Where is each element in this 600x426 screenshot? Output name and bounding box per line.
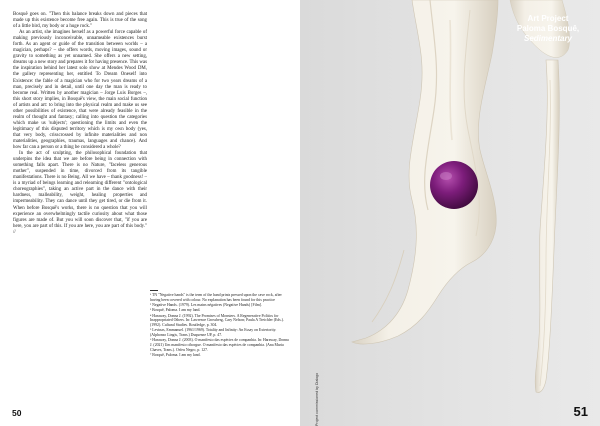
footnotes: [150, 290, 291, 358]
article-title: [500, 14, 596, 44]
work-title: Sedimentary: [523, 34, 573, 43]
footnote-4: ⁴ Haraway, Donna J. (1992). The Promises of Monsters. A Regenerative Politics for Inappropriated Others. In: Lawrence Grossberg, Cary Nelson; Paula A Treichler (Eds.). (1992). Cultural Studies. Routledge, p. 304.: [150, 313, 284, 327]
photo-credit-text: Project commissioned by Dialogo: [315, 372, 319, 426]
sculpture-photo: [300, 0, 600, 426]
footnote-1: ¹ TN "Negative hands" is the term of the hand prints pressed upon the cave rock, after having been covered with colour. No explanation has been found for this practice: [150, 293, 282, 302]
title-line-2: [500, 24, 596, 44]
article-paragraph-1: Bosquê goes on. "Then this balance breaks down and pieces that made up this existence become free again. This is true of the song of a little bird, my body or a huge rock.": [13, 12, 147, 30]
footnote-2: ² Negative Hands. (1979). Les mains négatives (Negative Hands) [Film].: [150, 303, 262, 307]
footnote-3: ³ Bosquê, Paloma. I am my land.: [150, 308, 201, 313]
right-page: [300, 0, 600, 426]
footnote-rule: [150, 290, 158, 291]
purple-sphere: [430, 161, 478, 209]
article-body: [13, 12, 147, 236]
page-number-left: 50: [12, 408, 22, 418]
footnote-7: ⁷ Bosquê, Paloma. I am my land.: [150, 353, 201, 357]
page-number-right: 51: [573, 404, 588, 419]
artist-name: Paloma Bosquê,: [516, 24, 580, 33]
footnote-5: ⁵ Levinas, Emmanuel. (1961/1969). Totality and Infinity: An Essay on Exteriority. (Alphonso Lingis, Trans.) Duquesne UP, p. 47.: [150, 328, 277, 337]
article-paragraph-2: As an artist, she imagines herself as a powerful force capable of making previously inconceivable, unnameable existences burst forth. As an agent or guide of the transition between worlds – a magician, perhaps? – she offers words, moving images, sound or gravity to something as yet unnamed. She offers a new setting, dreams up a new story and prepares it for having presence. This was the inspiration behind her latest solo show at Mendes Wood DM, the gallery representing her, entitled To Dream Oneself into Existence: the fable of a magician who for two years dreams of a man, precisely and in detail, until one day the man is ready to become real. Written by another magician – Jorge Luis Borges –, this short story implies, in Bosquê's view, the main social function of artists and art: to bring into the physical realm and make us see other possibilities of existence, that were already feasible in the realm of thought and fantasy; calling into question the categories which make us 'subjects'; questioning the limits and even the legitimacy of this disputed territory which is my own body (yes, that very body, crisscrossed by infinite materialities and non materialities, geographies, traumas, languages and chance). And how far can a person or a thing be considered a whole?: [13, 30, 147, 151]
title-line-1: Art Project: [527, 14, 569, 23]
article-paragraph-3: In the act of sculpting, the philosophical foundation that underpins the idea that we are before being in connection with something falls apart. There is no Nature, "faceless generous mother", suspended in time, divorced from its tangible manifestations. There is no Being. All we have – thank goodness! – is a myriad of beings learning and relearning different "ontological choreographies", taking an active part in the dance with their hardness, malleability, weight, healing properties and impermeability. They can dance until they get tired, or die from it. When before Bosquê's works, there is no question that you will experience an overwhelmingly tactile curiosity about what those figures are made of. But you will soon discover that, "if you are here, you are part of this. If you are here, you are part of this body." //: [13, 151, 147, 235]
photo-credit: [301, 330, 319, 426]
footnote-6: ⁶ Haraway, Donna J. (2003). O manifesto das espécies de companhia. In: Haraway, Donna J. (2021) Um manifesto ciborgue. O manifesto das espécies de companhia. (Ana Maria Chaves, Trans.). Orfeu Negro, p. 127.: [150, 338, 289, 352]
